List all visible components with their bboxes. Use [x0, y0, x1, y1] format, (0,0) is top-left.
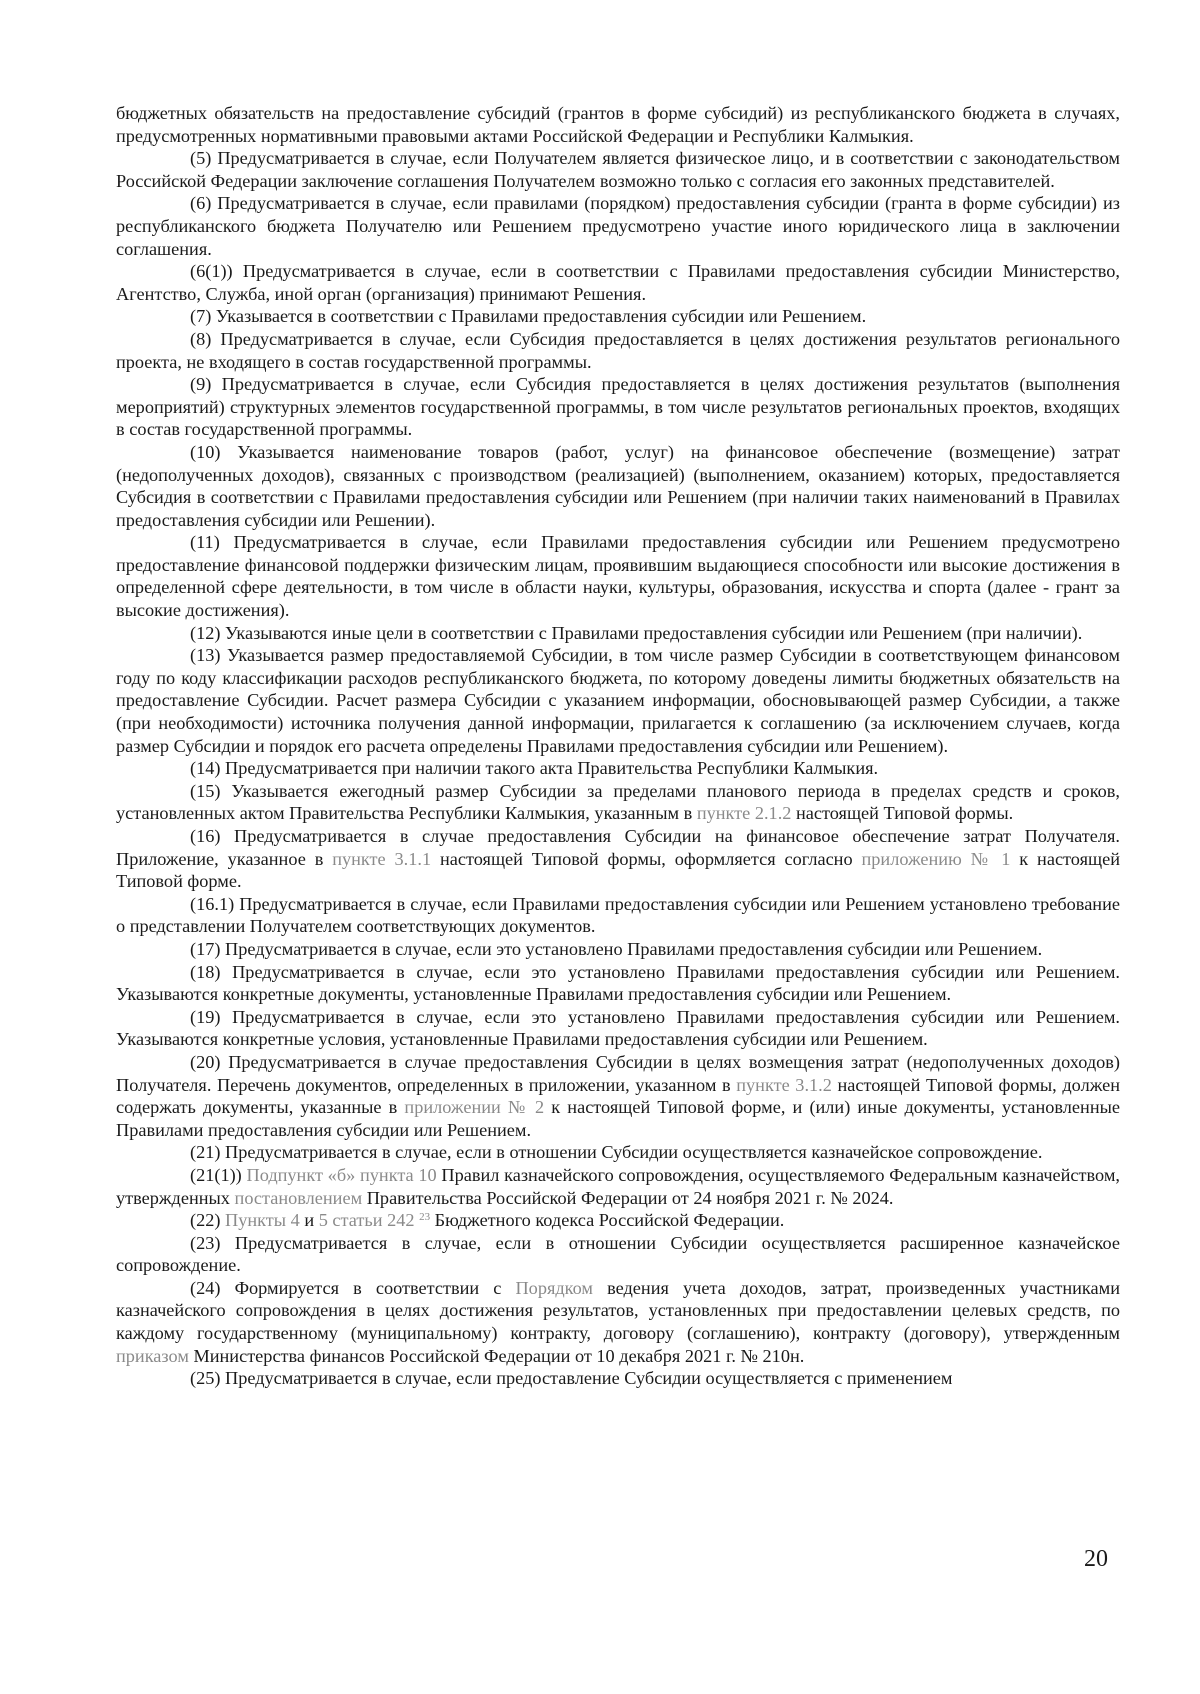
reference-link[interactable]: пункте 2.1.2 — [696, 803, 792, 824]
footnote-paragraph — [116, 192, 1120, 260]
paragraph-text: (25) Предусматривается в случае, если предоставление Субсидии осуществляется с применением — [190, 1368, 953, 1389]
paragraph-text: (16) Предусматривается в случае предоставления Субсидии на финансовое обеспечение затрат Получателя. Приложение, указанное в — [116, 826, 1120, 869]
footnote-paragraph — [116, 1277, 1120, 1367]
paragraph-text: (11) Предусматривается в случае, если Правилами предоставления субсидии или Решением предусмотрено предоставление финансовой поддержки физическим лицам, проявившим выдающиеся способности или высокие достижения в определенной сфере деятельности, в том числе в области науки, культуры, образования, искусства и спорта (далее - грант за высокие достижения). — [116, 532, 1120, 621]
paragraph-text: и — [299, 1210, 319, 1231]
paragraph-text: Правительства Российской Федерации от 24 ноября 2021 г. № 2024. — [362, 1187, 894, 1208]
paragraph-text: Министерства финансов Российской Федерации от 10 декабря 2021 г. № 210н. — [188, 1345, 805, 1366]
reference-link[interactable]: постановлением — [234, 1187, 363, 1208]
footnote-paragraph — [116, 305, 1120, 328]
reference-link[interactable]: 5 статьи 242 — [318, 1210, 415, 1231]
footnote-paragraph — [116, 622, 1120, 645]
paragraph-text: (6) Предусматривается в случае, если правилами (порядком) предоставления субсидии (гранта в форме субсидии) из республиканского бюджета Получателю или Решением предусмотрено участие иного юридического лица в заключении соглашения. — [116, 193, 1120, 259]
footnote-paragraph — [116, 328, 1120, 373]
footnote-paragraph — [116, 1367, 1120, 1390]
footnote-paragraph — [116, 441, 1120, 531]
footnote-paragraph — [116, 938, 1120, 961]
paragraph-text: (21(1)) — [190, 1164, 247, 1185]
footnote-paragraph — [116, 102, 1120, 147]
paragraph-text: Бюджетного кодекса Российской Федерации. — [430, 1210, 785, 1231]
reference-link[interactable]: Подпункт «б» пункта 10 — [246, 1164, 437, 1185]
paragraph-text: Правил казначейского сопровождения, осуществляемого Федеральным казначейством, утвержденных — [116, 1164, 1120, 1208]
footnote-paragraph — [116, 1051, 1120, 1141]
reference-link[interactable]: Пункты 4 — [225, 1210, 300, 1231]
paragraph-text: (22) — [190, 1210, 226, 1231]
footnote-paragraph — [116, 147, 1120, 192]
paragraph-text: к настоящей Типовой форме. — [116, 848, 1120, 892]
footnote-paragraph — [116, 961, 1120, 1006]
paragraph-text: (21) Предусматривается в случае, если в отношении Субсидии осуществляется казначейское сопровождение. — [190, 1142, 1043, 1163]
reference-link[interactable]: 23 — [419, 1211, 431, 1224]
paragraph-text: настоящей Типовой формы, оформляется согласно — [431, 848, 862, 869]
paragraph-text: (16.1) Предусматривается в случае, если Правилами предоставления субсидии или Решением установлено требование о представлении Получателем соответствующих документов. — [116, 893, 1120, 937]
document-body — [116, 102, 1120, 1390]
footnote-paragraph — [116, 373, 1120, 441]
reference-link[interactable]: приложению № 1 — [861, 848, 1011, 869]
reference-link[interactable]: пункте 3.1.2 — [736, 1074, 832, 1095]
paragraph-text: (9) Предусматривается в случае, если Субсидия предоставляется в целях достижения результатов (выполнения мероприятий) структурных элементов государственной программы, в том числе результатов региональных проектов, входящих в состав государственной программы. — [116, 374, 1120, 440]
paragraph-text: (7) Указывается в соответствии с Правилами предоставления субсидии или Решением. — [190, 306, 867, 327]
reference-link[interactable]: Порядком — [515, 1277, 593, 1298]
footnote-paragraph — [116, 780, 1120, 825]
paragraph-text: (18) Предусматривается в случае, если это установлено Правилами предоставления субсидии или Решением. Указываются конкретные документы, установленные Правилами предоставления субсидии или Решением. — [116, 961, 1120, 1005]
footnote-paragraph — [116, 893, 1120, 938]
paragraph-text: (24) Формируется в соответствии с — [190, 1277, 516, 1298]
footnote-paragraph — [116, 644, 1120, 757]
footnote-paragraph — [116, 531, 1120, 621]
paragraph-text: бюджетных обязательств на предоставление субсидий (грантов в форме субсидий) из республиканского бюджета в случаях, предусмотренных нормативными правовыми актами Российской Федерации и Республики Калмыкия. — [116, 103, 1120, 146]
paragraph-text: (17) Предусматривается в случае, если это установлено Правилами предоставления субсидии или Решением. — [190, 938, 1043, 959]
footnote-paragraph — [116, 1209, 1120, 1232]
paragraph-text: ведения учета доходов, затрат, произведенных участниками казначейского сопровождения в целях достижения результатов, установленных при предоставлении целевых средств, по каждому государственному (муниципальному) контракту, договору (соглашению), контракту (договору), утвержденным — [116, 1277, 1120, 1344]
footnote-paragraph — [116, 1232, 1120, 1277]
paragraph-text: (12) Указываются иные цели в соответствии с Правилами предоставления субсидии или Решением (при наличии). — [190, 622, 1083, 643]
reference-link[interactable]: приказом — [116, 1345, 189, 1366]
paragraph-text: (20) Предусматривается в случае предоставления Субсидии в целях возмещения затрат (недополученных доходов) Получателя. Перечень документов, определенных в приложении, указанном в — [116, 1051, 1120, 1095]
paragraph-text: (6(1)) Предусматривается в случае, если в соответствии с Правилами предоставления субсидии Министерство, Агентство, Служба, иной орган (организация) принимают Решения. — [116, 261, 1120, 304]
paragraph-text: (13) Указывается размер предоставляемой Субсидии, в том числе размер Субсидии в соответствующем финансовом году по коду классификации расходов республиканского бюджета, по которому доведены лимиты бюджетных обязательств на предоставление Субсидии. Расчет размера Субсидии с указанием информации, обосновывающей размер Субсидии, а также (при необходимости) источника получения данной информации, прилагается к соглашению (за исключением случаев, когда размер Субсидии и порядок его расчета определены Правилами предоставления субсидии или Решением). — [116, 645, 1120, 756]
footnote-paragraph — [116, 757, 1120, 780]
footnote-paragraph — [116, 1141, 1120, 1164]
reference-link[interactable]: приложении № 2 — [404, 1097, 545, 1118]
paragraph-text: настоящей Типовой формы, должен содержать документы, указанные в — [116, 1074, 1120, 1118]
footnote-paragraph — [116, 260, 1120, 305]
paragraph-text: к настоящей Типовой форме, и (или) иные документы, установленные Правилами предоставления субсидии или Решением. — [116, 1097, 1120, 1140]
paragraph-text: настоящей Типовой формы. — [791, 803, 1014, 824]
paragraph-text: (10) Указывается наименование товаров (работ, услуг) на финансовое обеспечение (возмещение) затрат (недополученных доходов), связанных с производством (реализацией) (выполнением, оказанием) которых, предоставляется Субсидия в соответствии с Правилами предоставления субсидии или Решением (при наличии таких наименований в Правилах предоставления субсидии или Решении). — [116, 441, 1120, 530]
footnote-paragraph — [116, 1164, 1120, 1209]
paragraph-text: (15) Указывается ежегодный размер Субсидии за пределами планового периода в пределах средств и сроков, установленных актом Правительства Республики Калмыкия, указанным в — [116, 780, 1120, 824]
footnote-paragraph — [116, 825, 1120, 893]
page-number: 20 — [1084, 1546, 1108, 1572]
paragraph-text: (23) Предусматривается в случае, если в отношении Субсидии осуществляется расширенное казначейское сопровождение. — [116, 1232, 1120, 1276]
paragraph-text: (8) Предусматривается в случае, если Субсидия предоставляется в целях достижения результатов регионального проекта, не входящего в состав государственной программы. — [116, 328, 1120, 372]
footnote-paragraph — [116, 1006, 1120, 1051]
reference-link[interactable]: пункте 3.1.1 — [332, 848, 432, 869]
paragraph-text: (19) Предусматривается в случае, если это установлено Правилами предоставления субсидии или Решением. Указываются конкретные условия, установленные Правилами предоставления субсидии или Решением. — [116, 1006, 1120, 1050]
paragraph-text: (14) Предусматривается при наличии такого акта Правительства Республики Калмыкия. — [190, 758, 879, 779]
paragraph-text: (5) Предусматривается в случае, если Получателем является физическое лицо, и в соответствии с законодательством Российской Федерации заключение соглашения Получателем возможно только с согласия его законных представителей. — [116, 148, 1120, 191]
